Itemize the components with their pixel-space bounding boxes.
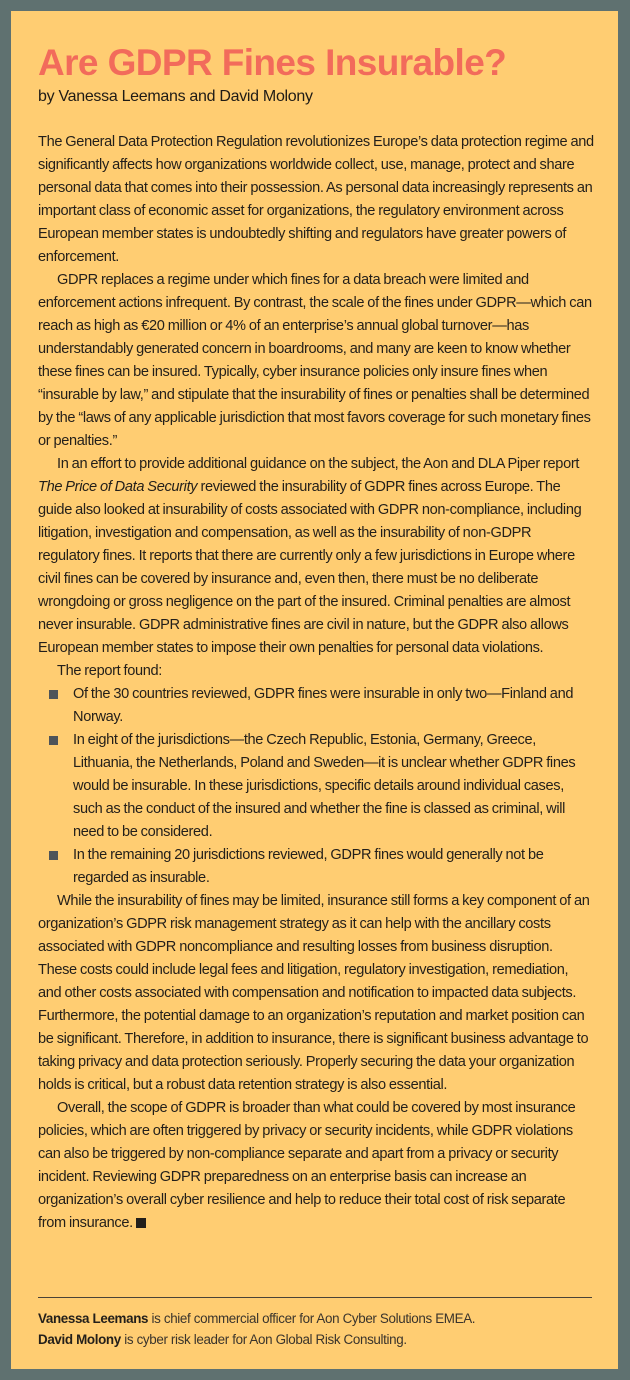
paragraph-report-text-a: In an effort to provide additional guidance on the subject, the Aon and DLA Piper report xyxy=(57,456,580,472)
end-of-article-square-icon xyxy=(136,1218,146,1228)
paragraph-insurance-role: While the insurability of fines may be limited, insurance still forms a key component of an organization’s GDPR risk management strategy as it can help with the ancillary costs associated with GDPR noncompliance and resulting losses from business disruption. These costs could include legal fees and litigation, regulatory investigation, remediation, and other costs associated with compensation and notification to impacted data subjects. Furthermore, the potential damage to an organization’s reputation and market position can be significant. Therefore, in addition to insurance, there is significant business advantage to taking privacy and data protection seriously. Properly securing the data your organization holds is critical, but a robust data retention strategy is also essential. xyxy=(38,893,590,1093)
author-bio xyxy=(38,1329,594,1350)
author-role: is chief commercial officer for Aon Cyber Solutions EMEA. xyxy=(148,1311,476,1326)
findings-lead: The report found: xyxy=(57,663,163,679)
findings-list xyxy=(38,683,594,890)
report-title: The Price of Data Security xyxy=(38,479,198,495)
author-name: Vanessa Leemans xyxy=(38,1311,149,1326)
article-body xyxy=(38,131,594,1235)
author-bio xyxy=(38,1308,594,1329)
list-item xyxy=(38,844,594,890)
list-item-text: In the remaining 20 jurisdictions reviewed, GDPR fines would generally not be regarded as insurable. xyxy=(73,847,544,886)
article-byline: by Vanessa Leemans and David Molony xyxy=(38,88,313,105)
bio-divider xyxy=(38,1297,592,1298)
paragraph-report xyxy=(38,453,594,660)
author-role: is cyber risk leader for Aon Global Risk Consulting. xyxy=(120,1332,407,1347)
author-bios xyxy=(38,1308,594,1350)
article-panel xyxy=(11,11,618,1369)
paragraph-conclusion-text: Overall, the scope of GDPR is broader than what could be covered by most insurance policies, which are often triggered by privacy or security incidents, while GDPR violations can also be triggered by non-compliance separate and apart from a privacy or security incident. Reviewing GDPR preparedness on an enterprise basis can increase an organization’s overall cyber resilience and help to reduce their total cost of risk separate from insurance. xyxy=(38,1100,576,1231)
list-item-text: In eight of the jurisdictions—the Czech Republic, Estonia, Germany, Greece, Lithuania, the Netherlands, Poland and Sweden—it is unclear whether GDPR fines would be insurable. In these jurisdictions, specific details around individual cases, such as the conduct of the insured and whether the fine is classed as criminal, will need to be considered. xyxy=(73,732,576,840)
square-bullet-icon xyxy=(49,690,58,699)
paragraph-conclusion xyxy=(38,1097,594,1235)
square-bullet-icon xyxy=(49,851,58,860)
list-item xyxy=(38,683,594,729)
list-item-text: Of the 30 countries reviewed, GDPR fines were insurable in only two—Finland and Norway. xyxy=(73,686,574,725)
square-bullet-icon xyxy=(49,736,58,745)
paragraph-report-text-b: reviewed the insurability of GDPR fines across Europe. The guide also looked at insurability of costs associated with GDPR non-compliance, including litigation, investigation and compensation, as well as the insurability of non-GDPR regulatory fines. It reports that there are currently only a few jurisdictions in Europe where civil fines can be covered by insurance and, even then, there must be no deliberate wrongdoing or gross negligence on the part of the insured. Criminal penalties are almost never insurable. GDPR administrative fines are civil in nature, but the GDPR also allows European member states to impose their own penalties for personal data violations. xyxy=(38,479,582,656)
paragraph-fines-scale: GDPR replaces a regime under which fines for a data breach were limited and enforcement actions infrequent. By contrast, the scale of the fines under GDPR—which can reach as high as €20 million or 4% of an enterprise’s annual global turnover—has understandably generated concern in boardrooms, and many are keen to know whether these fines can be insured. Typically, cyber insurance policies only insure fines when “insurable by law,” and stipulate that the insurability of fines or penalties shall be determined by the “laws of any applicable jurisdiction that most favors coverage for such monetary fines or penalties.” xyxy=(38,272,592,449)
list-item xyxy=(38,729,594,844)
paragraph-intro: The General Data Protection Regulation revolutionizes Europe’s data protection regime and significantly affects how organizations worldwide collect, use, manage, protect and share personal data that comes into their possession. As personal data increasingly represents an important class of economic asset for organizations, the regulatory environment across European member states is undoubtedly shifting and regulators have greater powers of enforcement. xyxy=(38,134,594,265)
author-name: David Molony xyxy=(38,1332,121,1347)
article-title: Are GDPR Fines Insurable? xyxy=(38,42,507,83)
